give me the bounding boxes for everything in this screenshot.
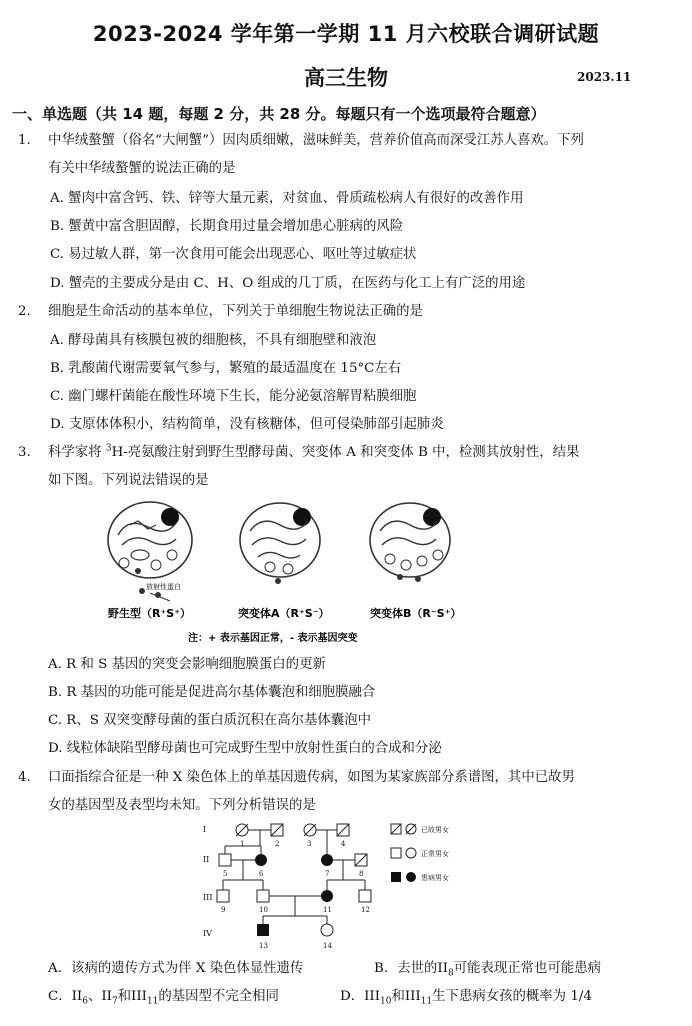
q4-number: 4. [18, 770, 31, 785]
q4-option-b: B．去世的$II_8$可能表现正常也可能患病 [374, 961, 602, 979]
ind-11: 11 [323, 906, 332, 914]
q4-stem-line2: 女的基因型及表型均未知。下列分析错误的是 [48, 798, 316, 813]
inset-label: 放射性蛋白 [146, 583, 181, 591]
q1-option-c: C. 易过敏人群，第一次食用可能会出现恶心、呕吐等过敏症状 [50, 247, 417, 262]
cell-label-mutant-b: 突变体B（R⁻S⁺） [370, 607, 462, 620]
q2-option-b: B. 乳酸菌代谢需要氧气参与，繁殖的最适温度在 15°C左右 [50, 361, 402, 376]
ind-10: 10 [259, 906, 268, 914]
yeast-cells-figure [100, 495, 470, 650]
figure-note: 注：+ 表示基因正常，- 表示基因突变 [188, 633, 358, 644]
mutant-b-cell [370, 503, 450, 582]
q4-option-c: C．$II_6$、$II_7$和$III_{11}$的基因型不完全相同 [48, 989, 279, 1007]
gen-label-4: IV [203, 929, 212, 938]
ind-6: 6 [259, 870, 264, 878]
q3-number: 3. [18, 445, 31, 460]
ind-9: 9 [221, 906, 226, 914]
legend-normal: 正常男女 [421, 850, 449, 858]
gen-label-3: III [203, 893, 213, 902]
exam-date: 2023.11 [577, 70, 632, 84]
q3-stem-line2: 如下图。下列说法错误的是 [48, 473, 209, 488]
q1-option-a: A. 蟹肉中富含钙、铁、锌等大量元素，对贫血、骨质疏松病人有很好的改善作用 [50, 191, 524, 206]
q4-option-a: A．该病的遗传方式为伴 X 染色体显性遗传 [48, 961, 304, 976]
mutant-a-cell [240, 503, 320, 584]
q1-option-b: B. 蟹黄中富含胆固醇，长期食用过量会增加患心脏病的风险 [50, 219, 404, 234]
ind-3: 3 [307, 840, 312, 848]
exam-subject: 高三生物 [304, 66, 388, 90]
ind-2: 2 [275, 840, 280, 848]
exam-title: 2023-2024 学年第一学期 11 月六校联合调研试题 [92, 22, 600, 46]
gen-label-2: II [203, 855, 210, 864]
legend-affected: 患病男女 [421, 874, 449, 882]
legend-deceased: 已故男女 [421, 826, 449, 834]
ind-12: 12 [361, 906, 370, 914]
q4-stem-line1: 口面指综合征是一种 X 染色体上的单基因遗传病，如图为某家族部分系谱图，其中已故男 [48, 770, 575, 785]
ind-8: 8 [359, 870, 364, 878]
cell-label-mutant-a: 突变体A（R⁺S⁻） [238, 607, 330, 620]
ind-5: 5 [223, 870, 228, 878]
cell-label-wild-type: 野生型（R⁺S⁺） [108, 607, 192, 620]
q3-option-d: D. 线粒体缺陷型酵母菌也可完成野生型中放射性蛋白的合成和分泌 [48, 741, 442, 756]
q2-stem: 细胞是生命活动的基本单位，下列关于单细胞生物说法正确的是 [48, 304, 423, 319]
q4-option-d: D．$III_{10}$和$III_{11}$生下患病女孩的概率为 1/4 [340, 989, 592, 1007]
ind-13: 13 [259, 942, 268, 950]
pedigree-legend [391, 824, 416, 858]
ind-14: 14 [323, 942, 332, 950]
q2-option-a: A. 酵母菌具有核膜包被的细胞核，不具有细胞壁和液泡 [50, 333, 377, 348]
q2-number: 2. [18, 304, 31, 319]
q3-option-c: C. R、S 双突变酵母菌的蛋白质沉积在高尔基体囊泡中 [48, 713, 371, 728]
q1-stem-line2: 有关中华绒螯蟹的说法正确的是 [48, 161, 236, 176]
pedigree-chart [195, 818, 485, 958]
gen-label-1: I [203, 825, 207, 834]
q1-number: 1. [18, 133, 31, 148]
ind-7: 7 [325, 870, 330, 878]
q1-option-d: D. 蟹壳的主要成分是由 C、H、O 组成的几丁质，在医药与化工上有广泛的用途 [50, 276, 526, 291]
ind-4: 4 [341, 840, 346, 848]
section-heading: 一、单选题（共 14 题，每题 2 分，共 28 分。每题只有一个选项最符合题意） [12, 105, 546, 123]
q3-option-a: A. R 和 S 基因的突变会影响细胞膜蛋白的更新 [48, 657, 326, 672]
q3-option-b: B. R 基因的功能可能是促进高尔基体囊泡和细胞膜融合 [48, 685, 376, 700]
q2-option-c: C. 幽门螺杆菌能在酸性环境下生长，能分泌氨溶解胃粘膜细胞 [50, 389, 417, 404]
q1-stem-line1: 中华绒螯蟹（俗名“大闸蟹”）因肉质细嫩，滋味鲜美，营养价值高而深受江苏人喜欢。下列 [48, 133, 584, 148]
q3-stem-line1: 科学家将 $^3$H-亮氨酸注射到野生型酵母菌、突变体 A 和突变体 B 中，检测其放射性，结果 [48, 443, 580, 460]
q2-option-d: D. 支原体体积小，结构简单，没有核糖体，但可侵染肺部引起肺炎 [50, 417, 444, 432]
ind-1: 1 [240, 840, 245, 848]
